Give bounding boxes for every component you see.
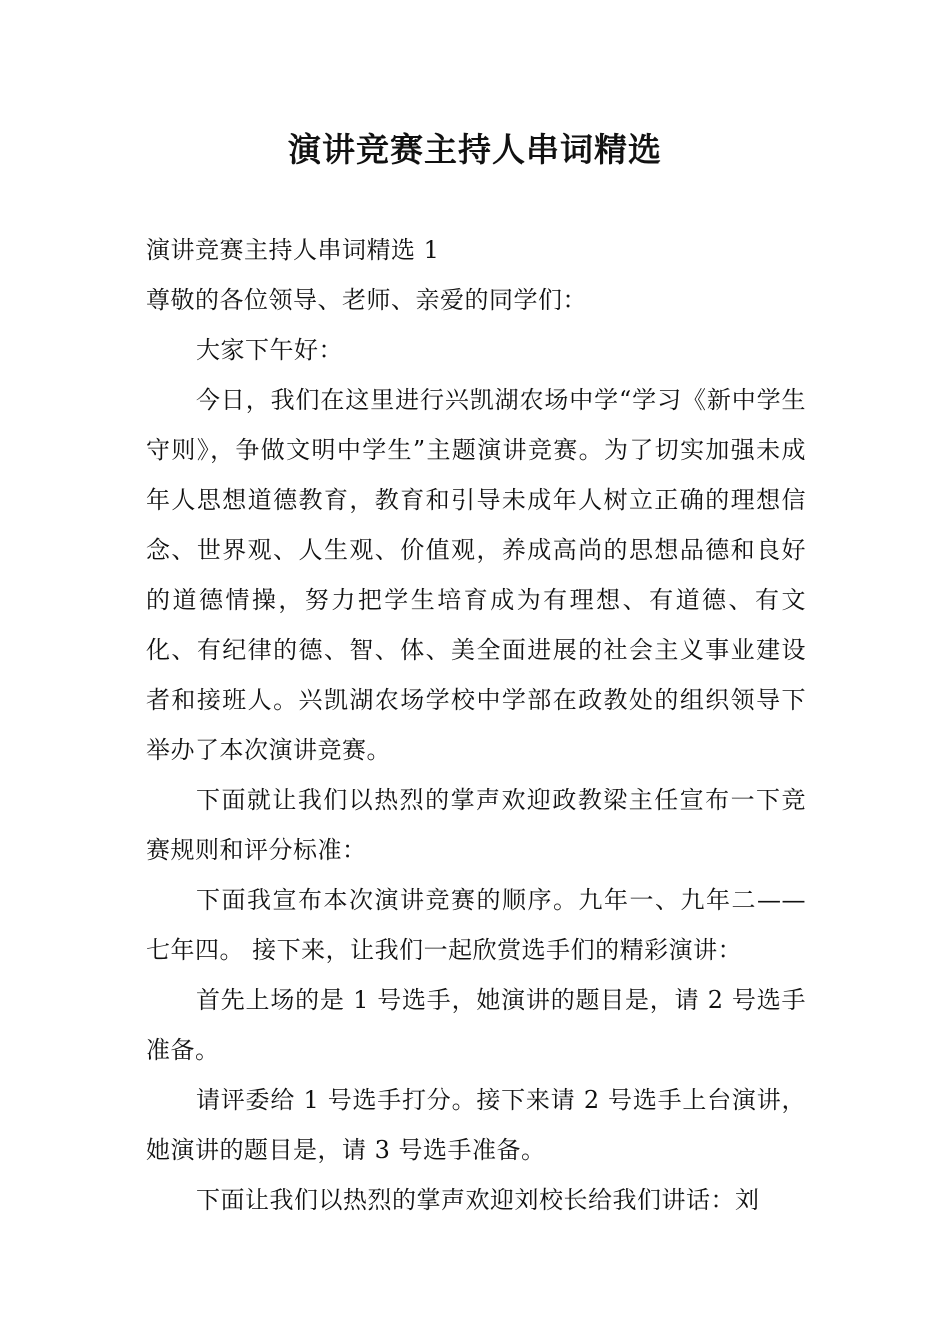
paragraph: 下面就让我们以热烈的掌声欢迎政教梁主任宣布一下竞赛规则和评分标准：	[146, 786, 806, 864]
salutation: 尊敬的各位领导、老师、亲爱的同学们：	[146, 286, 587, 314]
paragraph: 请评委给 1 号选手打分。接下来请 2 号选手上台演讲，她演讲的题目是，请 3 号选手准备。	[146, 1086, 806, 1164]
greeting: 大家下午好：	[196, 336, 343, 364]
paragraph: 首先上场的是 1 号选手，她演讲的题目是，请 2 号选手准备。	[146, 986, 806, 1064]
section-heading: 演讲竞赛主持人串词精选 1	[146, 236, 440, 264]
paragraph: 今日，我们在这里进行兴凯湖农场中学“学习《新中学生守则》，争做文明中学生”主题演讲竞赛。为了切实加强未成年人思想道德教育，教育和引导未成年人树立正确的理想信念、世界观、人生观、价值观，养成高尚的思想品德和良好的道德情操，努力把学生培育成为有理想、有道德、有文化、有纪律的德、智、体、美全面进展的社会主义事业建设者和接班人。兴凯湖农场学校中学部在政教处的组织领导下举办了本次演讲竞赛。	[146, 386, 806, 764]
document-title: 演讲竞赛主持人串词精选	[288, 130, 662, 169]
paragraph: 下面让我们以热烈的掌声欢迎刘校长给我们讲话：刘	[196, 1186, 760, 1214]
document-body	[146, 225, 806, 1225]
paragraph: 下面我宣布本次演讲竞赛的顺序。九年一、九年二——七年四。 接下来，让我们一起欣赏选手们的精彩演讲：	[146, 886, 806, 964]
